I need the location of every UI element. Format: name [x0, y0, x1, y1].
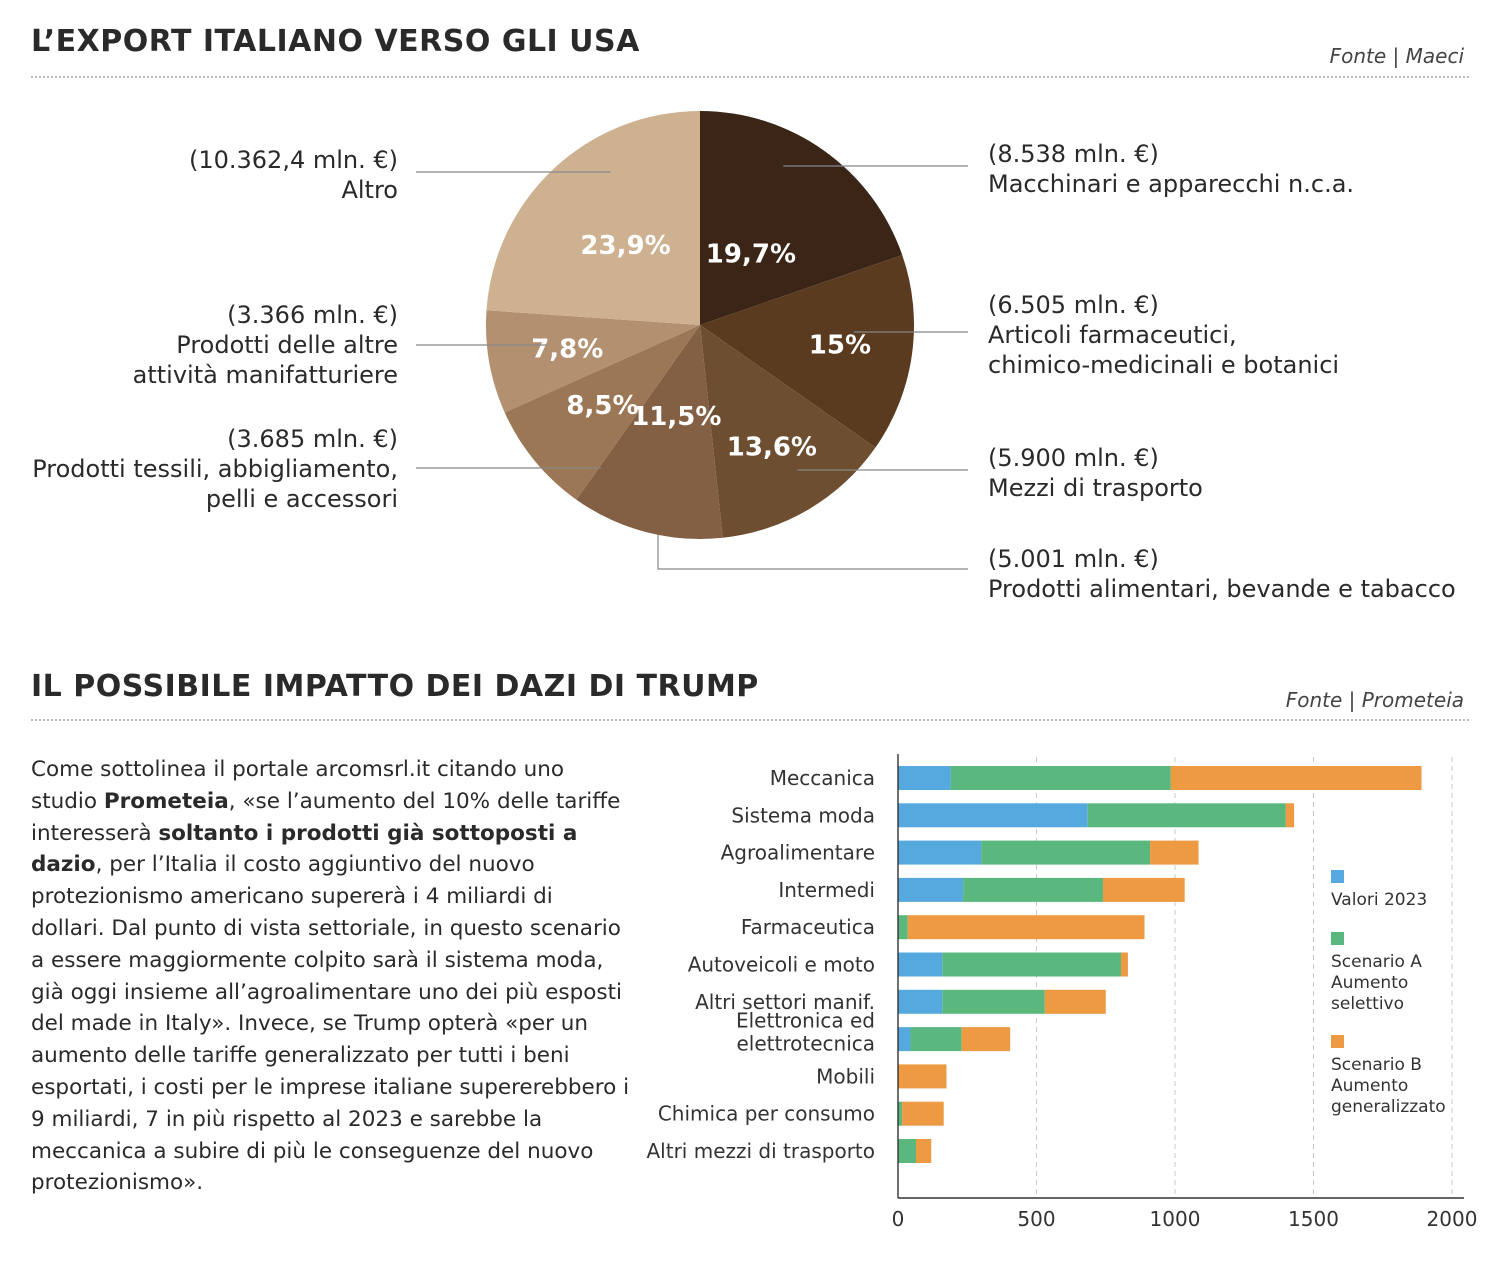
bar-segment — [898, 990, 942, 1014]
bar-segment — [951, 766, 1171, 790]
bar-segment — [898, 766, 951, 790]
bar-segment — [1286, 803, 1294, 827]
category-label: Mobili — [816, 1064, 875, 1089]
bar-segment — [898, 878, 963, 902]
pie-percent-label: 11,5% — [631, 402, 722, 433]
pie-percent-label: 15% — [808, 330, 872, 361]
title-divider — [31, 719, 1469, 721]
x-tick-label: 0 — [891, 1207, 905, 1231]
bar-segment — [942, 990, 1044, 1014]
bar-segment — [898, 1102, 902, 1126]
pie-percent-label: 7,8% — [531, 334, 604, 365]
legend-label: Scenario A — [1331, 952, 1422, 972]
pie-percent-label: 19,7% — [705, 239, 797, 270]
x-tick-label: 1000 — [1149, 1207, 1201, 1231]
category-label: Intermedi — [778, 877, 875, 902]
bar-segment — [1103, 878, 1185, 902]
bar-segment — [916, 1139, 931, 1163]
text-run: , «se l’aumento del 10% delle tariffe interesserà — [31, 788, 621, 846]
pie-section-title: L’EXPORT ITALIANO VERSO GLI USA — [31, 24, 640, 59]
bar-segment — [963, 878, 1103, 902]
slice-category-label: Prodotti tessili, abbigliamento, — [32, 455, 398, 483]
legend-label: selettivo — [1331, 994, 1405, 1014]
bar-segment — [898, 803, 1088, 827]
bar-segment — [1088, 803, 1286, 827]
slice-value-label: (5.900 mln. €) — [988, 444, 1159, 472]
bar-segment — [1121, 953, 1128, 977]
bar-segment — [898, 1027, 910, 1051]
legend-label: generalizzato — [1331, 1097, 1446, 1117]
bar-segment — [942, 953, 1121, 977]
slice-category-label: Macchinari e apparecchi n.c.a. — [988, 170, 1355, 198]
bar-segment — [910, 1027, 961, 1051]
bar-segment — [898, 1139, 916, 1163]
pie-slice — [487, 111, 700, 325]
slice-value-label: (8.538 mln. €) — [988, 140, 1159, 168]
legend-swatch — [1331, 870, 1344, 883]
bar-segment — [898, 1064, 946, 1088]
bar-series — [898, 766, 1422, 1163]
category-label: Chimica per consumo — [657, 1101, 875, 1126]
category-label: Autoveicoli e moto — [687, 952, 875, 977]
legend-swatch — [1331, 1035, 1344, 1048]
pie-percent-label: 23,9% — [580, 231, 671, 262]
bar-segment — [962, 1027, 1010, 1051]
slice-category-label: Mezzi di trasporto — [988, 474, 1203, 502]
pie-slices — [486, 111, 914, 539]
bar-segment — [898, 915, 908, 939]
slice-category-label: attività manifatturiere — [132, 361, 398, 389]
slice-category-label: Prodotti delle altre — [176, 331, 398, 359]
x-tick-label: 500 — [1017, 1207, 1056, 1231]
slice-value-label: (6.505 mln. €) — [988, 291, 1159, 319]
x-tick-label: 1500 — [1288, 1207, 1339, 1231]
category-label: Sistema moda — [731, 803, 875, 828]
bar-section-title: IL POSSIBILE IMPATTO DEI DAZI DI TRUMP — [31, 669, 759, 704]
legend-swatch — [1331, 932, 1344, 945]
bar-segment — [1171, 766, 1422, 790]
bar-segment — [898, 841, 981, 865]
category-label: elettrotecnica — [736, 1031, 875, 1056]
pie-percent-label: 13,6% — [726, 432, 817, 463]
bar-segment — [898, 953, 942, 977]
text-run: , per l’Italia il costo aggiuntivo del nuovo protezionismo americano supererà i 4 miliardi di dollari. Dal punto di vista settoriale, in questo scenario a essere maggiormente colpito sarà il sistema moda, già oggi insieme all’agroalimentare uno dei più esposti del made in Italy». Invece, se Trump opterà «per un aumento delle tariffe generalizzato per tutti i beni esportati, i costi per le imprese italiane supererebbero i 9 miliardi, 7 in più rispetto al 2023 e sarebbe la meccanica a subire di più le conseguenze del nuovo protezionismo». — [31, 852, 630, 1196]
legend-label: Valori 2023 — [1331, 890, 1428, 910]
callout-leader-line — [658, 535, 968, 569]
slice-value-label: (3.366 mln. €) — [227, 301, 398, 329]
bold-text-run: Prometeia — [103, 788, 229, 814]
bar-segment — [981, 841, 1150, 865]
bar-segment — [1045, 990, 1106, 1014]
pie-source-note: Fonte | Maeci — [1329, 44, 1464, 68]
slice-category-label: chimico-medicinali e botanici — [988, 351, 1340, 379]
legend-label: Aumento — [1331, 1076, 1409, 1096]
category-label: Altri mezzi di trasporto — [646, 1139, 875, 1163]
legend-label: Scenario B — [1331, 1055, 1422, 1075]
bold-text-run: soltanto i prodotti già sottoposti a dazio — [31, 820, 578, 878]
category-label: Elettronica ed — [735, 1008, 875, 1033]
bar-segment — [902, 1102, 944, 1126]
category-label: Meccanica — [769, 766, 875, 790]
bar-gridlines — [1037, 757, 1453, 1198]
slice-value-label: (10.362,4 mln. €) — [188, 146, 398, 174]
slice-value-label: (3.685 mln. €) — [227, 425, 398, 453]
article-paragraph — [31, 754, 631, 1199]
bar-segment — [1150, 841, 1198, 865]
bar-source-note: Fonte | Prometeia — [1285, 688, 1464, 712]
x-tick-label: 2000 — [1426, 1207, 1478, 1231]
bar-segment — [908, 915, 1145, 939]
slice-value-label: (5.001 mln. €) — [988, 545, 1159, 573]
slice-category-label: Altro — [341, 176, 398, 204]
category-label: Agroalimentare — [720, 840, 875, 865]
bar-legend — [1331, 870, 1446, 1117]
slice-category-label: Prodotti alimentari, bevande e tabacco — [988, 575, 1456, 603]
slice-category-label: pelli e accessori — [205, 485, 398, 513]
legend-label: Aumento — [1331, 973, 1409, 993]
pie-percent-label: 8,5% — [566, 391, 639, 422]
category-label: Farmaceutica — [740, 915, 875, 940]
slice-category-label: Articoli farmaceutici, — [988, 321, 1237, 349]
text-run: Come sottolinea il portale arcomsrl.it citando uno studio — [31, 757, 565, 814]
category-label: Altri settori manif. — [695, 989, 875, 1014]
